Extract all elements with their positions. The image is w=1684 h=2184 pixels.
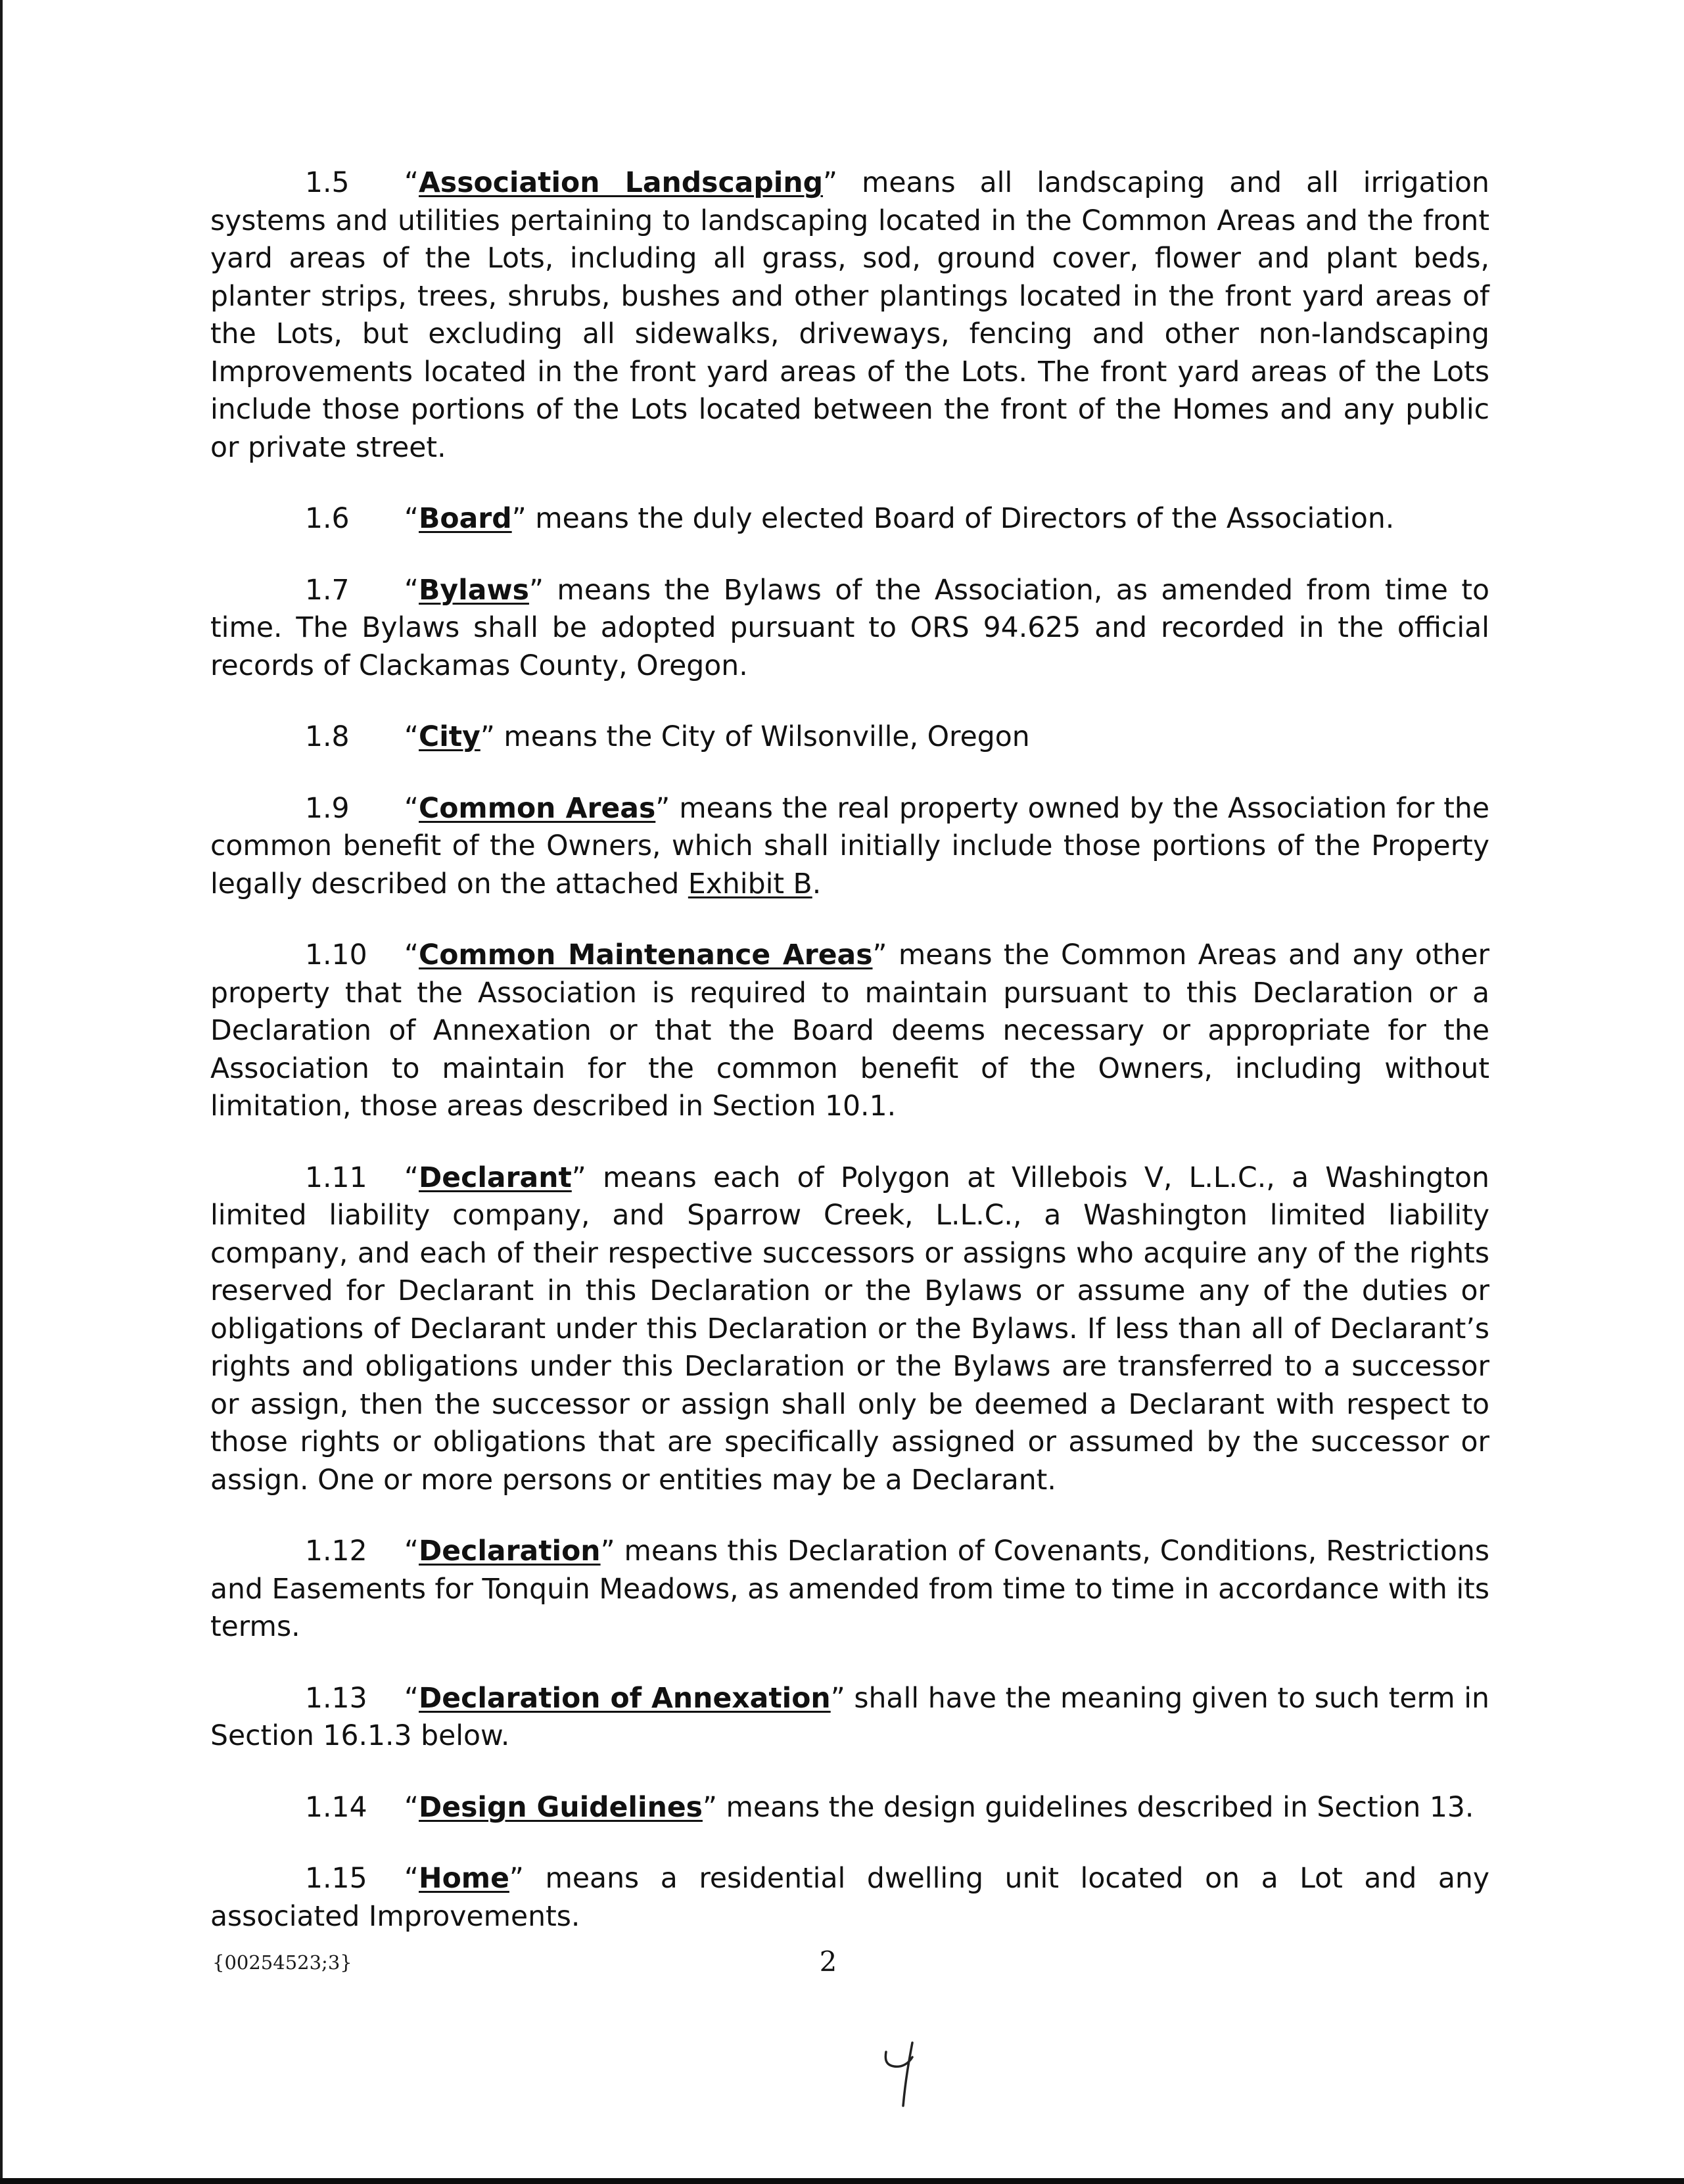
definition-number: 1.6 [305,503,350,535]
definition-number: 1.11 [305,1161,367,1194]
definition-number: 1.7 [305,574,350,607]
definition-number: 1.12 [305,1535,367,1568]
definition-1-13: 1.13 “Declaration of Annexation” shall have the meaning given to such term in Section 16.1.3 below. [210,1680,1489,1755]
definition-number: 1.14 [305,1791,367,1824]
defined-term: City [419,721,480,753]
definition-number: 1.8 [305,721,350,753]
definition-number: 1.5 [305,167,350,199]
definition-text: means the Common Areas and any other property that the Association is required to maintain pursuant to this Declaration or a Declaration of Annexation or that the Board deems necessary or appropriate for the Association to maintain for the common benefit of the Owners, including without limitation, those areas described in Section 10.1. [210,939,1489,1123]
scan-bottom-border [0,2178,1684,2184]
definition-text: means the City of Wilsonville, Oregon [494,721,1030,753]
definition-number: 1.15 [305,1863,367,1895]
defined-term: Board [419,503,512,535]
definitions-body [210,164,1489,1969]
scan-left-border [0,0,3,2184]
definition-1-15: 1.15 “Home” means a residential dwelling unit located on a Lot and any associated Improvements. [210,1860,1489,1936]
defined-term: Declaration of Annexation [419,1682,831,1715]
document-id: {00254523;3} [212,1951,352,1974]
definition-text: means the design guidelines described in Section 13. [716,1791,1474,1824]
definition-number: 1.13 [305,1682,367,1715]
definition-number: 1.10 [305,939,367,971]
defined-term: Common Maintenance Areas [419,939,873,971]
handwritten-page-mark [879,2037,918,2110]
definition-1-11: 1.11 “Declarant” means each of Polygon at Villebois V, L.L.C., a Washington limited liability company, and Sparrow Creek, L.L.C., a Washington limited liability company, and each of their respective successors or assigns who acquire any of the rights reserved for Declarant in this Declaration or the Bylaws or assume any of the duties or obligations of Declarant under this Declaration or the Bylaws. If less than all of Declarant’s rights and obligations under this Declaration or the Bylaws are transferred to a successor or assign, then the successor or assign shall only be deemed a Declarant with respect to those rights or obligations that are specifically assigned or assumed by the successor or assign. One or more persons or entities may be a Declarant. [210,1159,1489,1500]
definition-1-7: 1.7 “Bylaws” means the Bylaws of the Association, as amended from time to time. The Bylaws shall be adopted pursuant to ORS 94.625 and recorded in the official records of Clackamas County, Oregon. [210,572,1489,685]
defined-term: Association Landscaping [419,167,824,199]
definition-1-5: 1.5 “Association Landscaping” means all landscaping and all irrigation systems and utilities pertaining to landscaping located in the Common Areas and the front yard areas of the Lots, including all grass, sod, ground cover, flower and plant beds, planter strips, trees, shrubs, bushes and other plantings located in the front yard areas of the Lots, but excluding all sidewalks, driveways, fencing and other non-landscaping Improvements located in the front yard areas of the Lots. The front yard areas of the Lots include those portions of the Lots located between the front of the Homes and any public or private street. [210,164,1489,467]
definition-text: means the duly elected Board of Directors of the Association. [526,503,1395,535]
definition-1-9: 1.9 “Common Areas” means the real property owned by the Association for the common benefit of the Owners, which shall initially include those portions of the Property legally described on the attached Exhibit B. [210,790,1489,904]
definition-text: means the real property owned by the Association for the common benefit of the Owners, which shall initially include those portions of the Property legally described on the attached [210,792,1489,900]
defined-term: Declaration [419,1535,601,1568]
definition-text: means a residential dwelling unit located on a Lot and any associated Improvements. [210,1863,1489,1933]
definition-text: means each of Polygon at Villebois V, L.L.C., a Washington limited liability company, and Sparrow Creek, L.L.C., a Washington limited liability company, and each of their respective successors or assigns who acquire any of the rights reserved for Declarant in this Declaration or the Bylaws or assume any of the duties or obligations of Declarant under this Declaration or the Bylaws. If less than all of Declarant’s rights and obligations under this Declaration or the Bylaws are transferred to a successor or assign, then the successor or assign shall only be deemed a Declarant with respect to those rights or obligations that are specifically assigned or assumed by the successor or assign. One or more persons or entities may be a Declarant. [210,1161,1489,1497]
defined-term: Home [419,1863,509,1895]
exhibit-reference: Exhibit B [688,868,812,900]
definition-1-6: 1.6 “Board” means the duly elected Board of Directors of the Association. [210,500,1489,538]
defined-term: Bylaws [419,574,529,607]
definition-text: means this Declaration of Covenants, Conditions, Restrictions and Easements for Tonquin Meadows, as amended from time to time in accordance with its terms. [210,1535,1489,1643]
definition-text: means all landscaping and all irrigation systems and utilities pertaining to landscaping located in the Common Areas and the front yard areas of the Lots, including all grass, sod, ground cover, flower and plant beds, planter strips, trees, shrubs, bushes and other plantings located in the front yard areas of the Lots, but excluding all sidewalks, driveways, fencing and other non-landscaping Improvements located in the front yard areas of the Lots. The front yard areas of the Lots include those portions of the Lots located between the front of the Homes and any public or private street. [210,167,1489,464]
definition-1-12: 1.12 “Declaration” means this Declaration of Covenants, Conditions, Restrictions and Easements for Tonquin Meadows, as amended from time to time in accordance with its terms. [210,1533,1489,1646]
definition-text: shall have the meaning given to such term in Section 16.1.3 below. [210,1682,1489,1752]
definition-1-10: 1.10 “Common Maintenance Areas” means the Common Areas and any other property that the Association is required to maintain pursuant to this Declaration or a Declaration of Annexation or that the Board deems necessary or appropriate for the Association to maintain for the common benefit of the Owners, including without limitation, those areas described in Section 10.1. [210,937,1489,1126]
definition-text: means the Bylaws of the Association, as amended from time to time. The Bylaws shall be adopted pursuant to ORS 94.625 and recorded in the official records of Clackamas County, Oregon. [210,574,1489,682]
defined-term: Common Areas [419,792,656,825]
definition-number: 1.9 [305,792,350,825]
defined-term: Design Guidelines [419,1791,703,1824]
definition-1-8: 1.8 “City” means the City of Wilsonville, Oregon [210,718,1489,756]
page-number: 2 [819,1945,837,1978]
defined-term: Declarant [419,1161,572,1194]
definition-1-14: 1.14 “Design Guidelines” means the design guidelines described in Section 13. [210,1789,1489,1827]
